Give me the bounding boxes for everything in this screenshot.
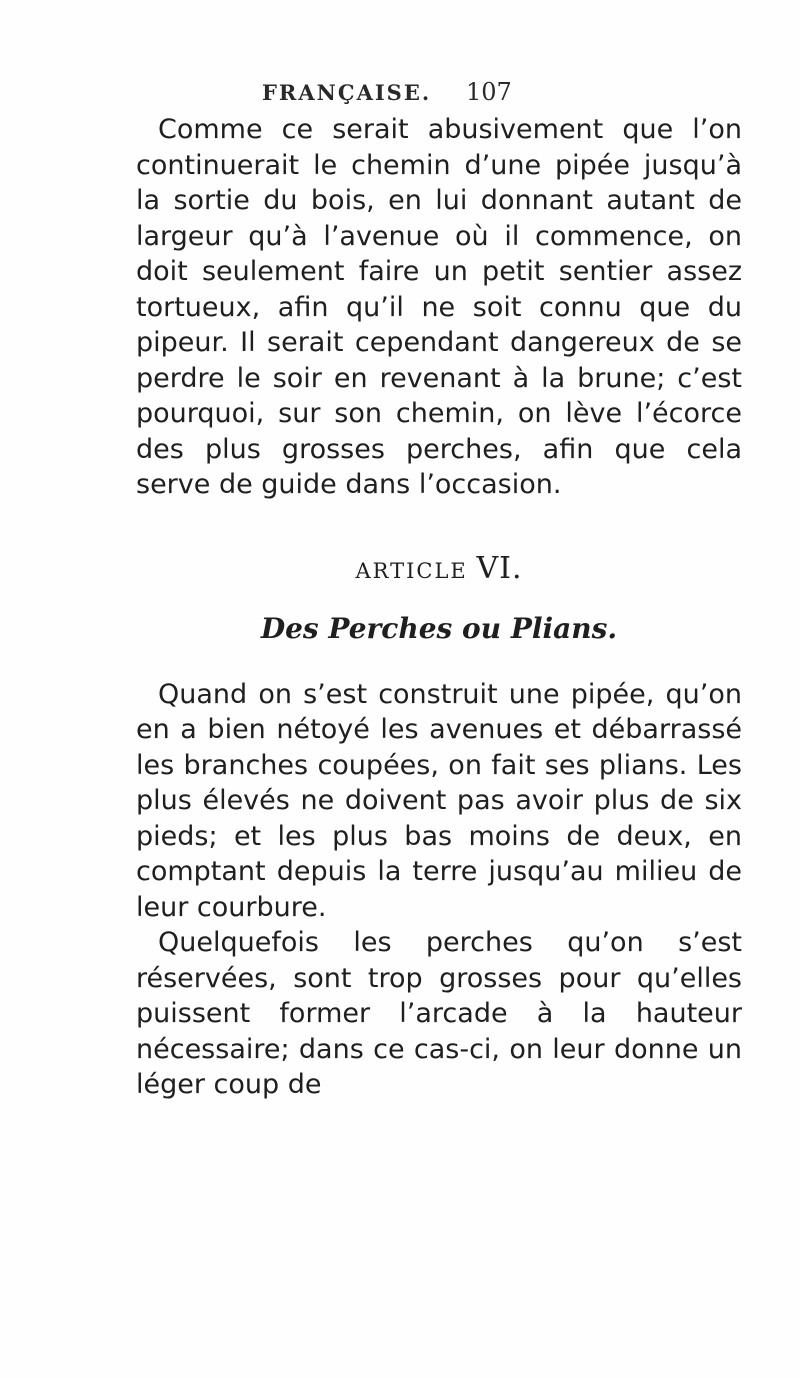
article-number: VI.	[476, 550, 523, 586]
body-text	[136, 112, 742, 1103]
paragraph-plians: Quand on s’est construit une pipée, qu’on en a bien nétoyé les avenues et débarrassé les branches coupées, on fait ses plians. Les plus élevés ne doivent pas avoir plus de six pieds; et les plus bas moins de deux, en comptant depuis la terre jusqu’au milieu de leur courbure.	[136, 678, 742, 923]
section-title: Des Perches ou Plians.	[260, 611, 618, 645]
article-label: ARTICLE	[355, 558, 468, 583]
paragraph-perches: Quelquefois les perches qu’on s’est réservées, sont trop grosses pour qu’elles puissent former l’arcade à la hauteur nécessaire; dans ce cas-ci, on leur donne un léger coup de	[136, 927, 742, 1100]
running-head	[0, 78, 800, 112]
paragraph-chemin: Comme ce serait abusivement que l’on continuerait le chemin d’une pipée jusqu’à la sortie du bois, en lui donnant autant de largeur qu’à l’avenue où il commence, on doit seulement faire un petit sentier assez tortueux, afin qu’il ne soit connu que du pipeur. Il serait cependant dangereux de se perdre le soir en revenant à la brune; c’est pourquoi, sur son chemin, on lève l’écorce des plus grosses perches, afin que cela serve de guide dans l’occasion.	[136, 114, 742, 500]
page-number: 107	[466, 78, 512, 106]
article-heading	[136, 549, 742, 591]
running-title: FRANÇAISE.	[262, 80, 432, 105]
